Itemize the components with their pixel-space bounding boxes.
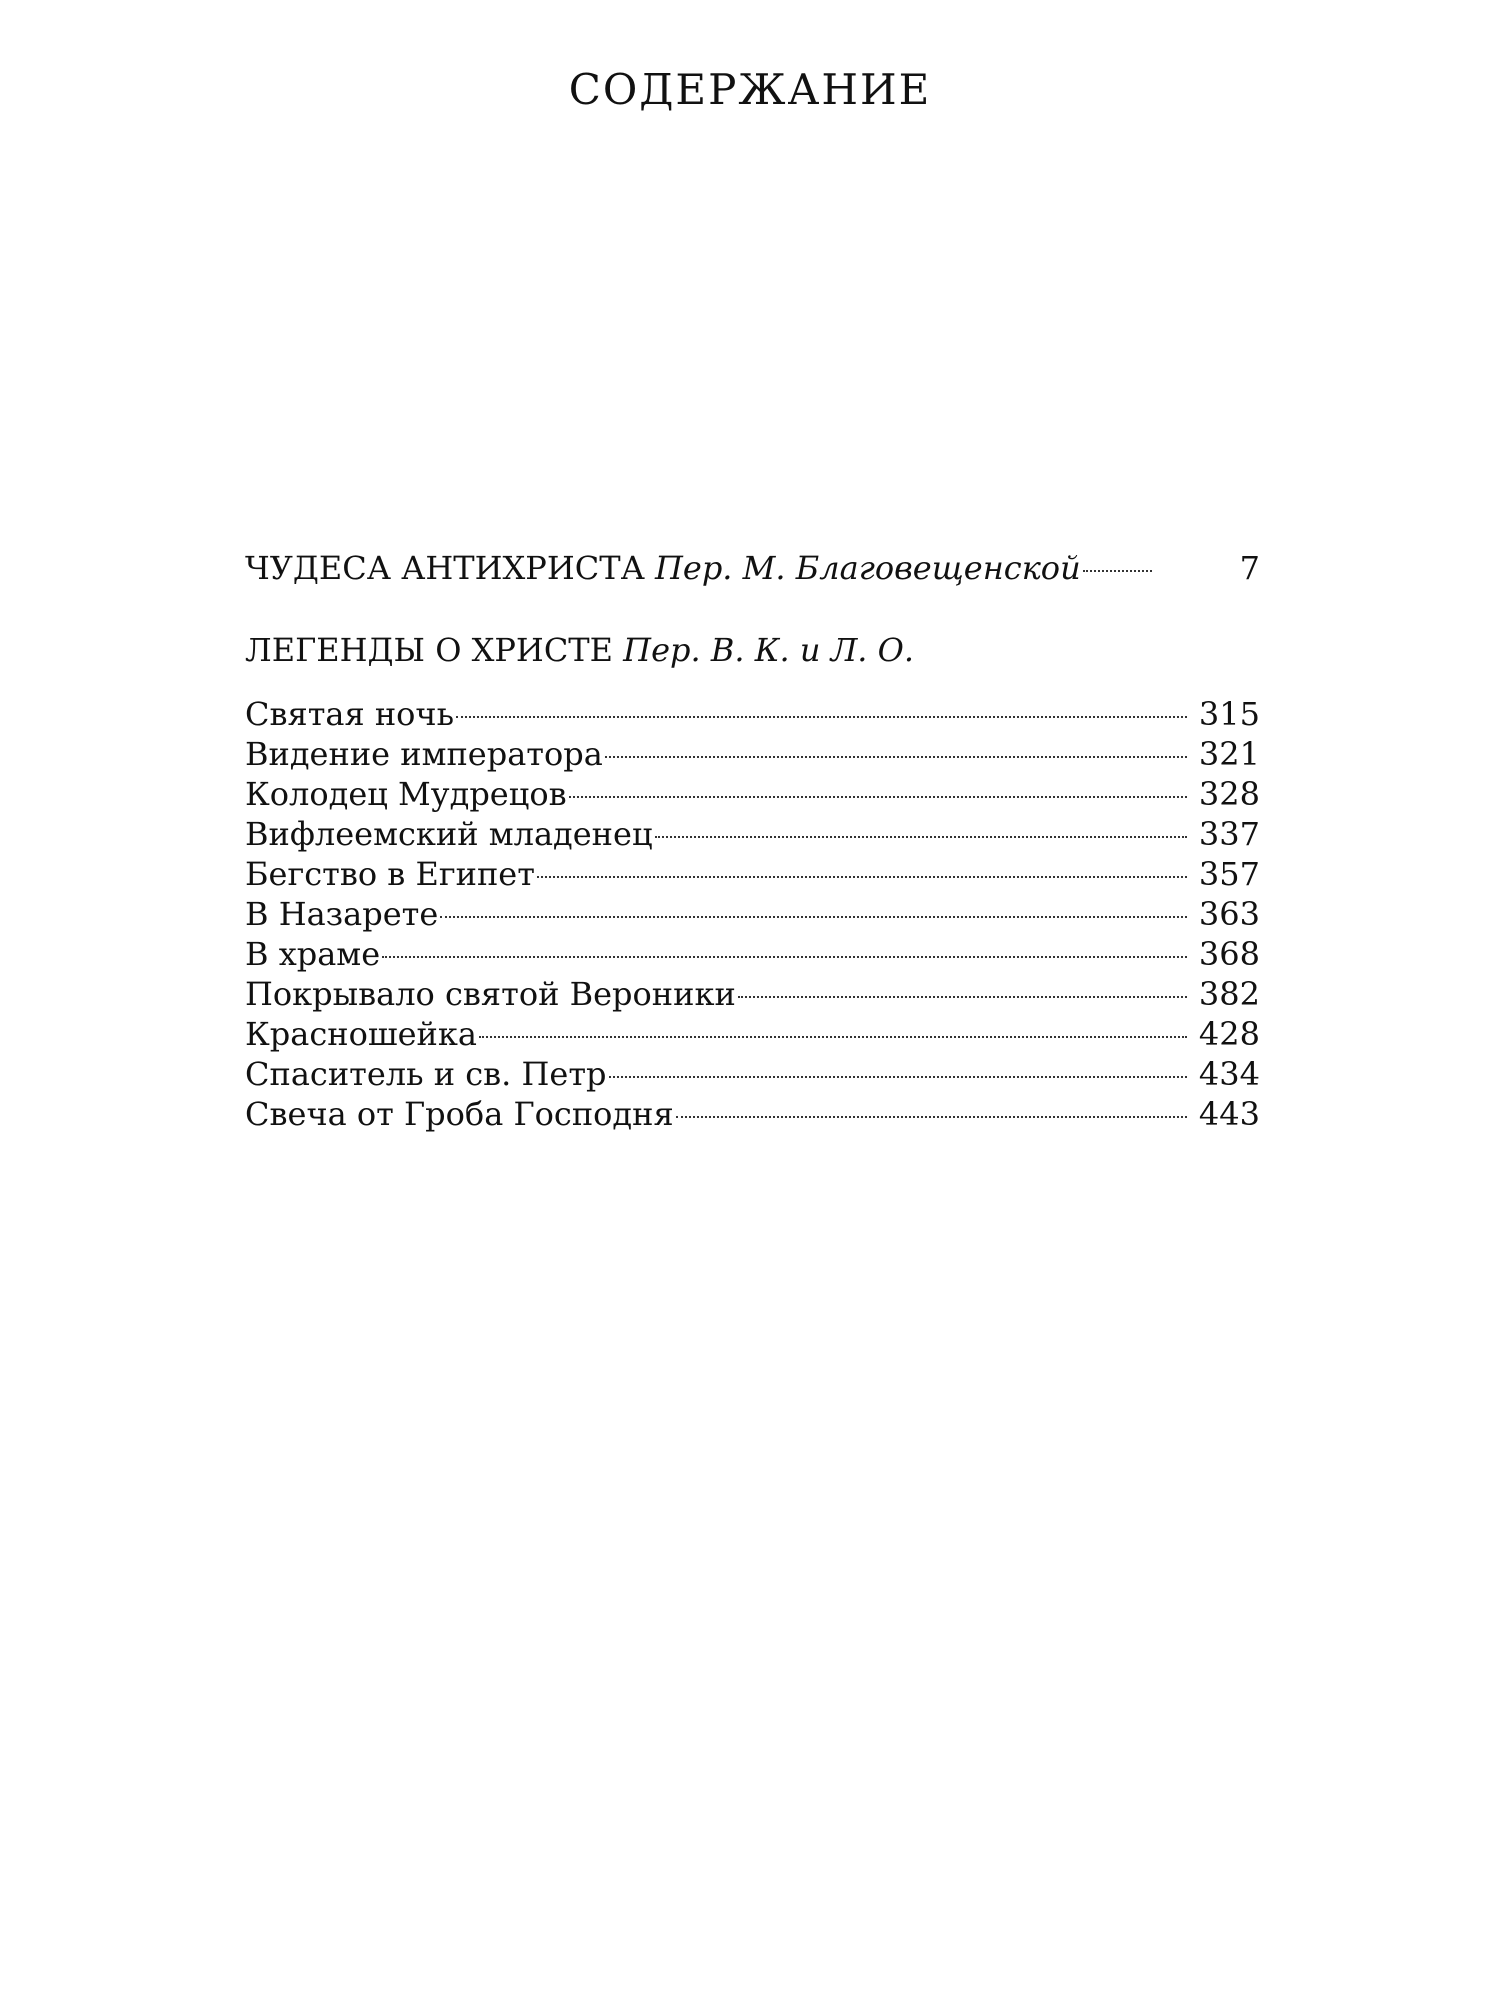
- dot-leader: [655, 836, 1187, 838]
- dot-leader: [605, 756, 1187, 758]
- dot-leader: [456, 716, 1187, 718]
- dot-leader: [382, 956, 1187, 958]
- toc-entry-title: Видение императора: [245, 735, 603, 773]
- translator-credit: Пер. В. К. и Л. О.: [623, 631, 915, 669]
- toc-entry-title: В Назарете: [245, 895, 439, 933]
- toc-entry[interactable]: [245, 854, 1260, 894]
- page-title: СОДЕРЖАНИЕ: [568, 65, 932, 114]
- page-number: 315: [1198, 695, 1260, 733]
- page-number: 337: [1198, 815, 1260, 853]
- dot-leader: [569, 796, 1187, 798]
- dot-leader: [609, 1076, 1187, 1078]
- translator-credit: Пер. М. Благовещенской: [654, 549, 1081, 587]
- toc-entry-title: Красношейка: [245, 1015, 477, 1053]
- page-number: 428: [1198, 1015, 1260, 1053]
- page-number: 443: [1198, 1095, 1260, 1133]
- dot-leader: [440, 916, 1187, 918]
- page-number: 434: [1198, 1055, 1260, 1093]
- page-number: 328: [1198, 775, 1260, 813]
- dot-leader: [537, 876, 1187, 878]
- toc-entry-title: В храме: [245, 935, 381, 973]
- page-number: 321: [1198, 735, 1260, 773]
- toc-entry-title: Вифлеемский младенец: [245, 815, 653, 853]
- toc-entry-title: Спаситель и св. Петр: [245, 1055, 607, 1093]
- toc-entry-title: Святая ночь: [245, 695, 454, 733]
- toc-entry[interactable]: [245, 814, 1260, 854]
- part-title: ЧУДЕСА АНТИХРИСТА: [245, 549, 645, 587]
- page-number: 363: [1198, 895, 1260, 933]
- toc-entry-title: Свеча от Гроба Господня: [245, 1095, 674, 1133]
- toc-section-heading-part2[interactable]: [245, 630, 1260, 670]
- table-of-contents: [245, 548, 1260, 1134]
- toc-entry[interactable]: [245, 974, 1260, 1014]
- toc-entry[interactable]: [245, 1094, 1260, 1134]
- toc-entry[interactable]: [245, 894, 1260, 934]
- dot-leader: [1083, 570, 1152, 572]
- dot-leader: [676, 1116, 1187, 1118]
- toc-entry[interactable]: [245, 1014, 1260, 1054]
- toc-entry-part1[interactable]: [245, 548, 1260, 588]
- part-title: ЛЕГЕНДЫ О ХРИСТЕ: [245, 631, 613, 669]
- dot-leader: [738, 996, 1187, 998]
- page-number: 357: [1198, 855, 1260, 893]
- toc-entry-title: Покрывало святой Вероники: [245, 975, 736, 1013]
- toc-entries-list: [245, 694, 1260, 1134]
- page-number: 7: [1239, 549, 1260, 587]
- toc-entry[interactable]: [245, 934, 1260, 974]
- page-number: 368: [1198, 935, 1260, 973]
- toc-entry[interactable]: [245, 734, 1260, 774]
- toc-entry[interactable]: [245, 774, 1260, 814]
- toc-entry[interactable]: [245, 1054, 1260, 1094]
- page-number: 382: [1198, 975, 1260, 1013]
- toc-entry[interactable]: [245, 694, 1260, 734]
- toc-entry-title: Колодец Мудрецов: [245, 775, 567, 813]
- toc-entry-title: Бегство в Египет: [245, 855, 535, 893]
- dot-leader: [479, 1036, 1187, 1038]
- toc-entry-title: [245, 548, 1081, 588]
